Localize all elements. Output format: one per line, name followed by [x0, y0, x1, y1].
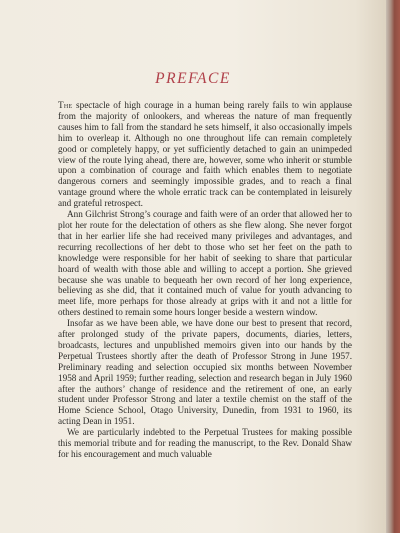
- page-title: PREFACE: [155, 70, 231, 87]
- paragraph-1: [58, 100, 352, 209]
- page-body: [58, 100, 352, 460]
- paragraph-1-text: spectacle of high courage in a human being rarely fails to win applause from the majority of onlookers, and whereas the nature of man frequently causes him to fall from the standard he sets himself, it also occasionally impels him to overleap it. Although no one throughout life can remain completely good or completely happy, or yet sufficiently detached to gain an unimpeded view of the route lying ahead, there are, however, some who inherit or stumble upon a combination of courage and faith which enables them to negotiate dangerous corners and seemingly impossible grades, and to reach a final vantage ground where the whole erratic track can be contemplated in leisurely and grateful retrospect.: [58, 100, 352, 209]
- paragraph-4: We are particularly indebted to the Perpetual Trustees for making possible this memorial tribute and for reading the manuscript, to the Rev. Donald Shaw for his encouragement and much valuable: [58, 427, 352, 459]
- paragraph-2: Ann Gilchrist Strong’s courage and faith were of an order that allowed her to plot her route for the delectation of others as she flew along. She never forgot that in her earlier life she had received many privileges and advantages, and recurring recollections of her debt to those who set her feet on the path to knowledge were responsible for her habit of seeking to share that particular hoard of wealth with those able and willing to accept a portion. She grieved because she was unable to bequeath her own record of her long experience, believing as she did, that it contained much of value for youth advancing to meet life, more perhaps for those already at grips with it and not a little for others destined to remain some hours longer beside a western window.: [58, 209, 352, 318]
- book-cover-edge: [386, 0, 400, 533]
- drop-lead-word: The: [58, 100, 73, 110]
- paragraph-3: Insofar as we have been able, we have done our best to present that record, after prolonged study of the private papers, documents, diaries, letters, broadcasts, lectures and unpublished memoirs given into our hands by the Perpetual Trustees shortly after the death of Professor Strong in June 1957. Preliminary reading and selection occupied six months between November 1958 and April 1959; further reading, selection and research began in July 1960 after the authors’ change of residence and the retirement of one, an early student under Professor Strong and later a textile chemist on the staff of the Home Science School, Otago University, Dunedin, from 1931 to 1960, its acting Dean in 1951.: [58, 318, 352, 427]
